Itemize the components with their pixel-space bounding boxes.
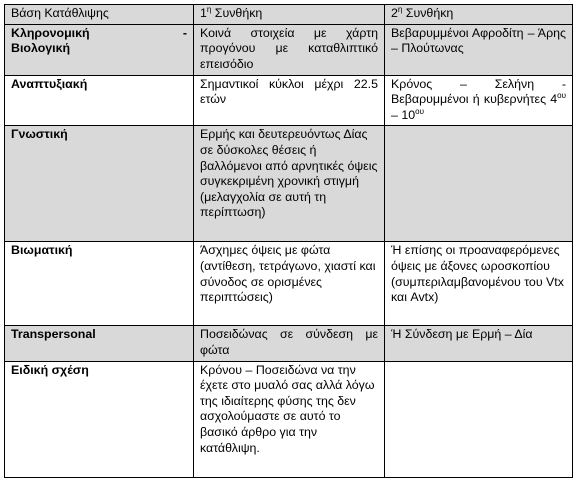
condition-2-superscript-2: ου (415, 106, 424, 116)
condition-1-text: Κοινά στοιχεία με χάρτη προγόνου με καταθλιπτικό επεισόδιο (200, 25, 378, 71)
condition-1-cell (194, 126, 385, 242)
row-label-cell (5, 75, 194, 126)
header-condition-1-superscript: η (206, 4, 212, 14)
row-label-developmental: Αναπτυξιακή (11, 76, 88, 91)
table-row-developmental (5, 75, 573, 126)
header-basis-cell (5, 5, 194, 25)
header-condition-2-label: Συνθήκη (402, 6, 454, 20)
condition-1-cell (194, 75, 385, 126)
header-condition-2-superscript: η (397, 4, 403, 14)
row-label-cell (5, 361, 194, 477)
row-label-transpersonal: Transpersonal (11, 327, 96, 342)
header-condition-1-number: 1 (200, 6, 207, 20)
table-row-transpersonal (5, 326, 573, 361)
condition-2-text-b: – 10 (391, 107, 416, 122)
conditions-table (4, 4, 573, 478)
row-label-cell (5, 242, 194, 326)
header-condition-2-number: 2 (391, 6, 398, 20)
table-row-special-relation (5, 361, 573, 477)
condition-1-text: Σημαντικοί κύκλοι μέχρι 22.5 ετών (200, 76, 378, 107)
condition-2-text: Βεβαρυμμένοι Αφροδίτη – Άρης – Πλούτωνας (391, 25, 566, 56)
condition-2-text: Ή επίσης οι προαναφερόμενες όψεις με άξονες ωροσκοπίου (συμπεριλαμβανομένου του Vtx και Avtx) (391, 243, 564, 305)
condition-2-text: Κρόνος – Σελήνη - Βεβαρυμμένοι ή κυβερνήτες 4 (391, 76, 566, 107)
condition-1-text: Κρόνου – Ποσειδώνα να την έχετε στο μυαλό σας αλλά λόγω της ιδιαίτερης φύσης της δεν ασχολούμαστε σε αυτό το βασικό άρθρο για την κατάθλιψη. (200, 362, 375, 455)
header-basis-label: Βάση Κατάθλιψης (11, 6, 109, 20)
condition-2-superscript-1: ου (557, 91, 566, 101)
row-label-hereditary: Κληρονομική (11, 25, 90, 40)
condition-1-cell (194, 361, 385, 477)
row-label-experiential: Βιωματική (11, 243, 73, 258)
condition-2-cell (385, 24, 573, 75)
condition-1-cell (194, 24, 385, 75)
condition-2-text: Ή Σύνδεση με Ερμή – Δία (391, 327, 533, 342)
header-condition-2-cell (385, 5, 573, 25)
condition-1-text: Ερμής και δευτερευόντως Δίας σε δύσκολες θέσεις ή βαλλόμενοι από αρνητικές όψεις συγκεκριμένη χρονική στιγμή (μελαγχολία σε αυτή τη περίπτωση) (200, 127, 378, 220)
row-label-dash: - (182, 25, 187, 40)
table-header-row (5, 5, 573, 25)
condition-2-cell (385, 242, 573, 326)
row-label-cell (5, 326, 194, 361)
header-condition-1-label: Συνθήκη (211, 6, 263, 20)
header-condition-1-cell (194, 5, 385, 25)
row-label-cell (5, 24, 194, 75)
condition-2-cell (385, 361, 573, 477)
condition-1-cell (194, 326, 385, 361)
condition-2-cell (385, 126, 573, 242)
row-label-cognitive: Γνωστική (11, 127, 68, 142)
condition-2-cell (385, 75, 573, 126)
table-row-hereditary (5, 24, 573, 75)
condition-1-text: Άσχημες όψεις με φώτα (αντίθεση, τετράγωνο, χιαστί και σύνοδος σε ορισμένες περιπτώσεις) (200, 243, 376, 305)
condition-2-cell (385, 326, 573, 361)
row-label-biological: Βιολογική (11, 41, 71, 56)
condition-1-cell (194, 242, 385, 326)
table-row-experiential (5, 242, 573, 326)
row-label-special-relation: Ειδική σχέση (11, 362, 89, 377)
table-row-cognitive (5, 126, 573, 242)
condition-1-text: Ποσειδώνας σε σύνδεση με φώτα (200, 327, 378, 357)
row-label-line (11, 26, 187, 42)
row-label-cell (5, 126, 194, 242)
